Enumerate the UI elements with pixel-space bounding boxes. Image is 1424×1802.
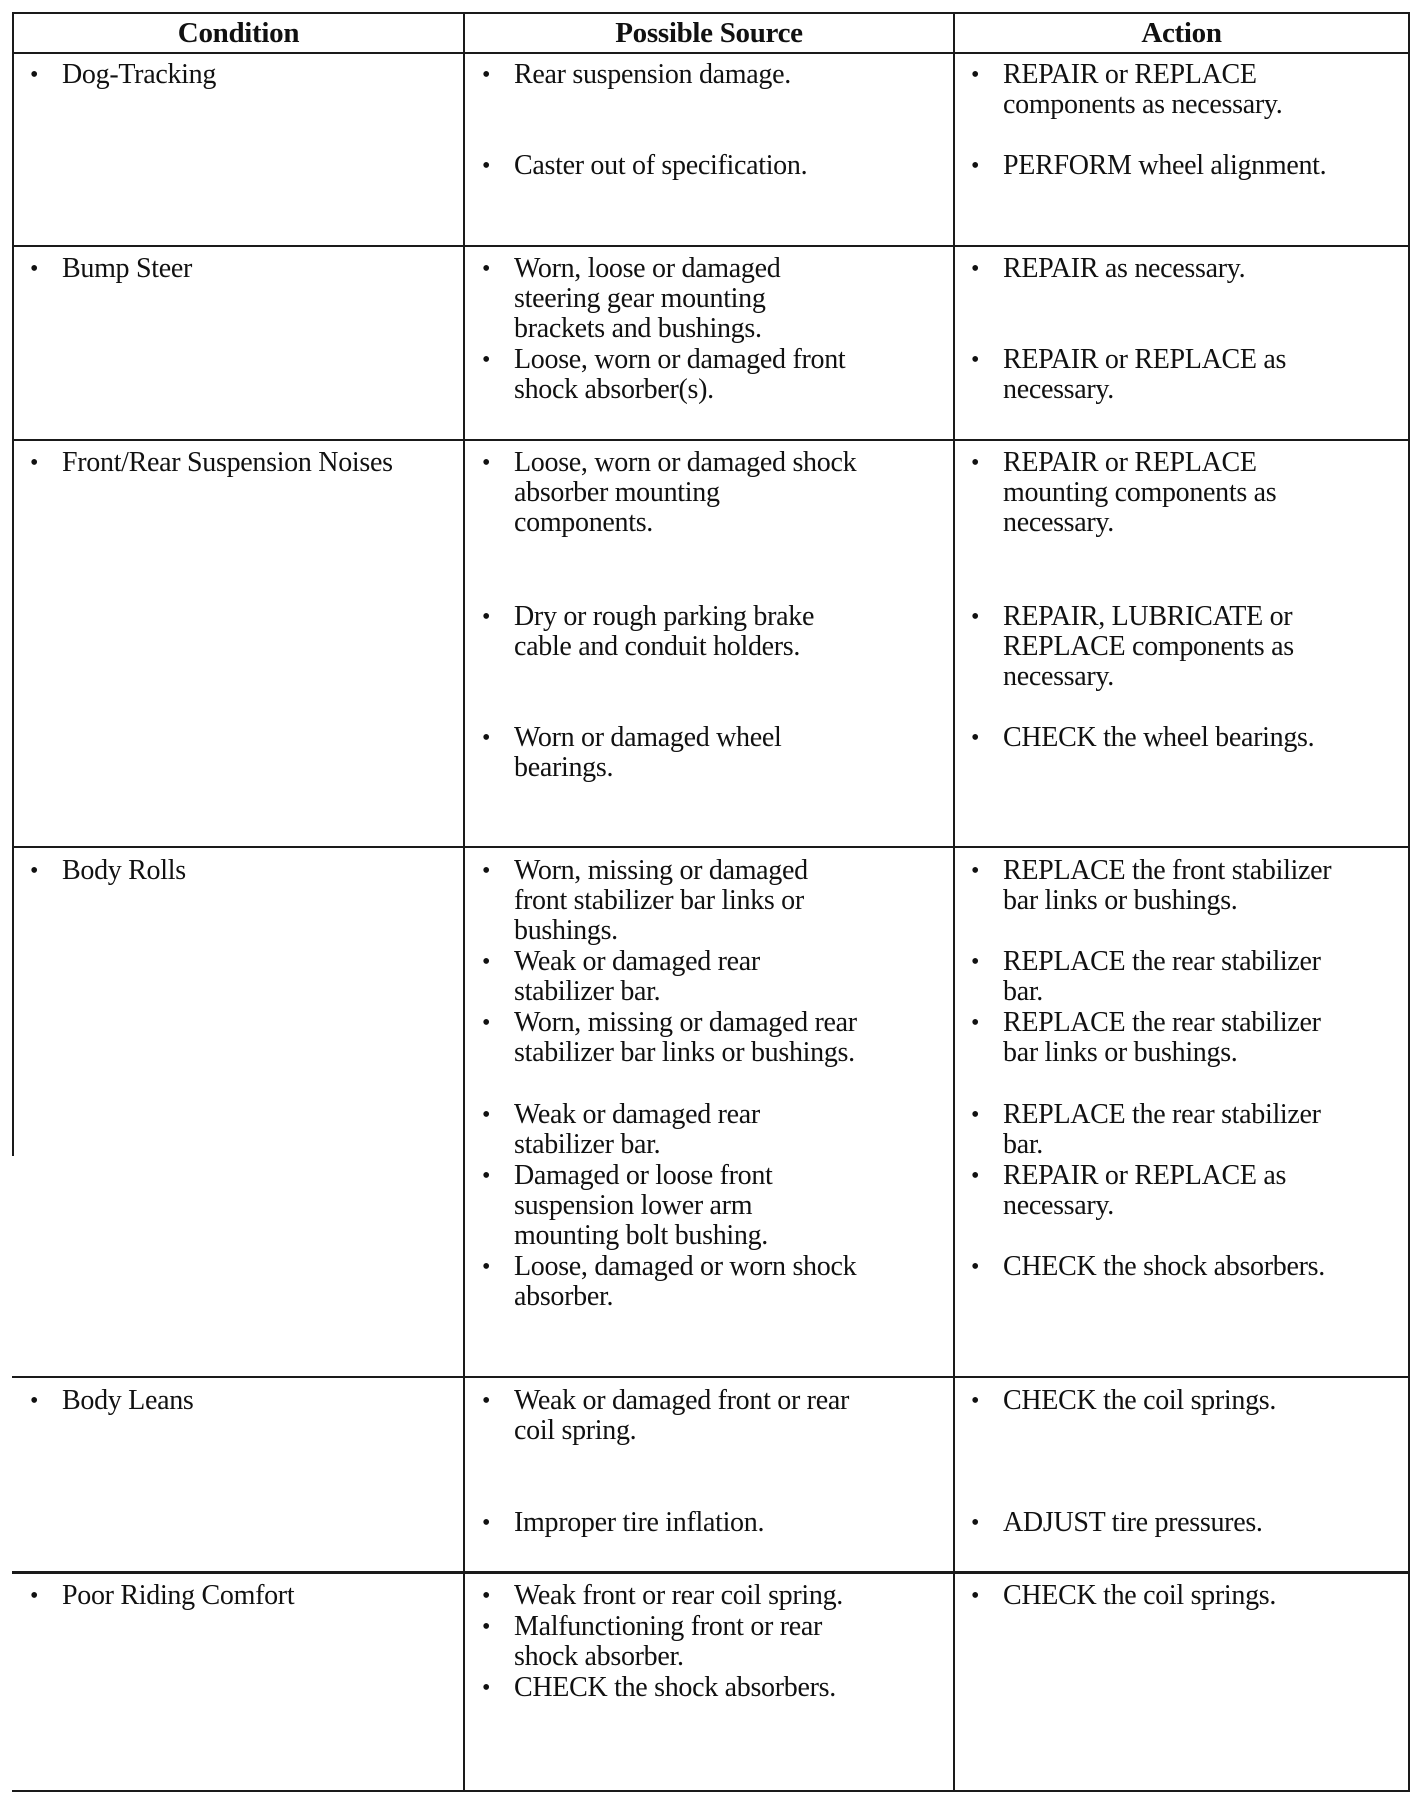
bullet: • — [29, 1583, 39, 1609]
bullet: • — [970, 1254, 980, 1280]
bullet: • — [970, 153, 980, 179]
row-divider-4 — [12, 1376, 1410, 1378]
bullet: • — [481, 153, 491, 179]
table-border-left — [12, 12, 14, 1156]
row-divider-5 — [12, 1571, 1410, 1574]
troubleshooting-table: Condition Possible Source Action • Dog-Tracking • Rear suspension damage. • Caster out of specification. • REPAIR or REPLACE components as necessary. • PERFORM wheel alignment. • Bump Steer • Worn, loose or damaged steering gear mounting brackets and bushings. • Loose, worn or damaged front shock absorber(s). • REPAIR as necessary. • REPAIR or REPLACE as necessary. • Front/Rear Suspension Noises • Loose, worn or damaged shock absorber mounting components. • Dry or rough parking brake cable and conduit holders. • Worn or damaged wheel bearings. • REPAIR or REPLACE mounting components as necessary. • REPAIR, LUBRICATE or REPLACE components as necessary. • CHECK the wheel bearings. • Body Rolls • Worn, missing or damaged front stabilizer bar links or bushings. • Weak or damaged rear stabilizer bar. • Worn, missing or damaged rear stabilizer bar links or bushings. • Weak or damaged rear stabilizer bar. • Damaged or loose front suspension lower arm mounting bolt bushing. • Loose, damaged or worn shock absorber. • REPLACE the front stabilizer bar links or bushings. • REPLACE the rear stabilizer bar. • REPLACE the rear stabilizer bar links or bushings. • REPLACE the rear stabilizer bar. • REPAIR or REPLACE as necessary. • CHECK the shock absorbers. • Body Leans • Weak or damaged front or rear coil spring. • Improper tire inflation. • CHECK the coil springs. • ADJUST tire pressures. • Poor Riding Comfort • Weak front or rear coil spring. • Malfunctioning front or rear shock absorber. • CHECK the shock absorbers. • CHECK the coil springs. — [0, 0, 1424, 1802]
bullet: • — [481, 62, 491, 88]
bullet: • — [970, 725, 980, 751]
bullet: • — [481, 1254, 491, 1280]
bullet: • — [481, 1510, 491, 1536]
bullet: • — [970, 347, 980, 373]
bullet: • — [29, 62, 39, 88]
bullet: • — [481, 1388, 491, 1414]
bullet: • — [481, 604, 491, 630]
bullet: • — [481, 347, 491, 373]
table-border-top — [12, 12, 1410, 14]
row-divider-3 — [12, 846, 1410, 848]
header-action: Action — [1141, 17, 1222, 49]
bullet: • — [970, 450, 980, 476]
bullet: • — [970, 1583, 980, 1609]
bullet: • — [29, 1388, 39, 1414]
bullet: • — [481, 1675, 491, 1701]
header-condition: Condition — [177, 17, 300, 49]
bullet: • — [481, 858, 491, 884]
bullet: • — [481, 949, 491, 975]
bullet: • — [970, 858, 980, 884]
table-border-right — [1408, 12, 1410, 1792]
bullet: • — [481, 1163, 491, 1189]
bullet: • — [481, 256, 491, 282]
bullet: • — [970, 1510, 980, 1536]
bullet: • — [481, 450, 491, 476]
table-border-bottom — [12, 1790, 1410, 1792]
bullet: • — [29, 450, 39, 476]
row-divider-2 — [12, 439, 1410, 441]
bullet: • — [29, 256, 39, 282]
bullet: • — [970, 1102, 980, 1128]
bullet: • — [970, 1010, 980, 1036]
bullet: • — [481, 725, 491, 751]
bullet: • — [970, 62, 980, 88]
header-possible-source: Possible Source — [615, 17, 803, 49]
column-divider-2 — [953, 12, 955, 1792]
bullet: • — [481, 1010, 491, 1036]
column-divider-1 — [463, 12, 465, 1792]
bullet: • — [970, 604, 980, 630]
bullet: • — [970, 256, 980, 282]
bullet: • — [481, 1583, 491, 1609]
bullet: • — [970, 1163, 980, 1189]
bullet: • — [970, 1388, 980, 1414]
bullet: • — [970, 949, 980, 975]
header-divider — [12, 52, 1410, 54]
bullet: • — [481, 1102, 491, 1128]
bullet: • — [481, 1614, 491, 1640]
bullet: • — [29, 858, 39, 884]
row-divider-1 — [12, 245, 1410, 247]
